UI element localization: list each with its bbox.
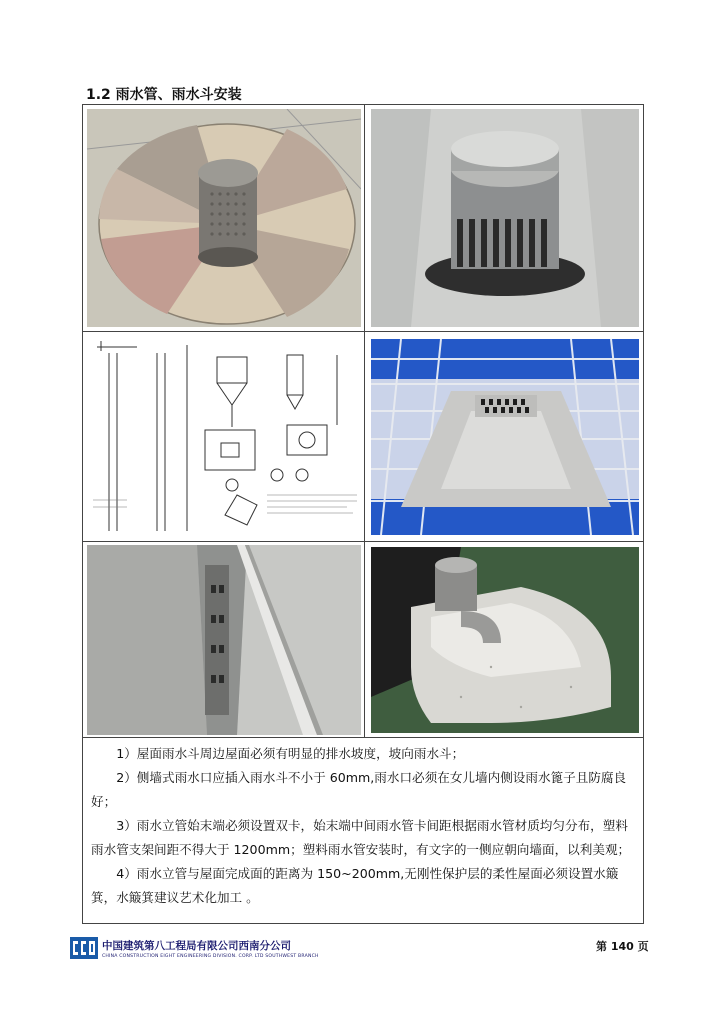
company-name-english: CHINA CONSTRUCTION EIGHT ENGINEERING DIVISION. CORP. LTD SOUTHWEST BRANCH — [102, 954, 319, 959]
grid-divider — [83, 331, 643, 332]
grid-divider — [83, 541, 643, 542]
stone-splash-block-photo — [371, 547, 639, 733]
installation-drawing-photo — [87, 335, 361, 537]
note-item: 2）侧墙式雨水口应插入雨水斗不小于 60mm,雨水口必须在女儿墙内侧设雨水篦子且防腐良好； — [91, 770, 627, 809]
section-heading: 1.2 雨水管、雨水斗安装 — [86, 87, 242, 103]
cylinder-drain-photo — [371, 109, 639, 327]
page-number: 第 140 页 — [596, 940, 649, 953]
photo-grid — [82, 104, 644, 738]
note-item: 4）雨水立管与屋面完成面的距离为 150~200mm,无刚性保护层的柔性屋面必须设置水簸箕，水簸箕建议艺术化加工 。 — [91, 866, 619, 905]
company-logo — [70, 937, 98, 959]
tile-drain-basin-photo — [371, 339, 639, 535]
company-name: 中国建筑第八工程局有限公司西南分公司 — [102, 940, 291, 952]
note-item: 3）雨水立管始末端必须设置双卡，始末端中间雨水管卡间距根据雨水管材质均匀分布，塑料雨水管支架间距不得大于 1200mm；塑料雨水管安装时，有文字的一侧应朝向墙面，以利美观； — [91, 818, 631, 857]
downpipe-wall-photo — [87, 545, 361, 735]
round-drain-photo — [87, 109, 361, 327]
installation-notes — [82, 738, 644, 924]
note-item: 1）屋面雨水斗周边屋面必须有明显的排水坡度，坡向雨水斗； — [116, 746, 465, 761]
grid-divider — [364, 105, 365, 737]
